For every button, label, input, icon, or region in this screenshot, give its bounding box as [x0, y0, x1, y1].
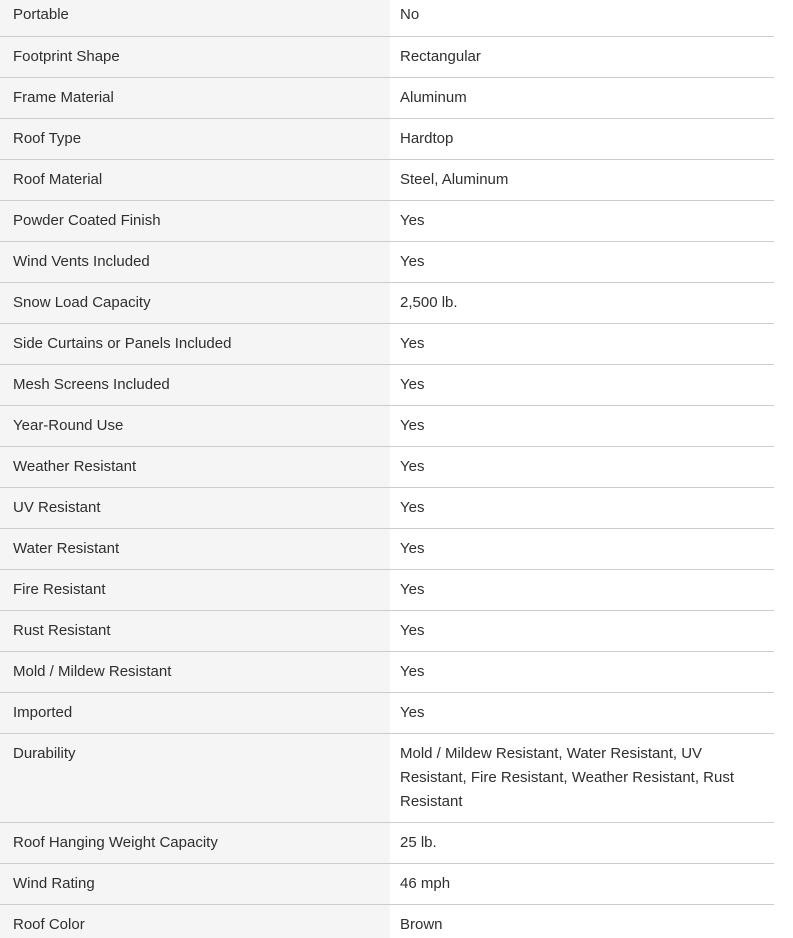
spec-row [0, 446, 774, 487]
spec-label: Fire Resistant [0, 570, 390, 610]
spec-row [0, 282, 774, 323]
spec-label: Roof Material [0, 160, 390, 200]
spec-row [0, 405, 774, 446]
spec-label: Mesh Screens Included [0, 365, 390, 405]
spec-row [0, 323, 774, 364]
spec-label: Weather Resistant [0, 447, 390, 487]
spec-label: Frame Material [0, 78, 390, 118]
spec-label: Durability [0, 734, 390, 822]
spec-row [0, 241, 774, 282]
spec-row [0, 733, 774, 822]
spec-value: Yes [390, 406, 774, 446]
spec-label: Wind Rating [0, 864, 390, 904]
spec-value: Brown [390, 905, 774, 938]
spec-value: No [390, 0, 774, 36]
spec-label: Rust Resistant [0, 611, 390, 651]
spec-row [0, 528, 774, 569]
spec-value: Yes [390, 611, 774, 651]
spec-value: 46 mph [390, 864, 774, 904]
spec-value: Hardtop [390, 119, 774, 159]
spec-value: Yes [390, 570, 774, 610]
spec-label: Water Resistant [0, 529, 390, 569]
spec-value: Yes [390, 201, 774, 241]
spec-value: Yes [390, 324, 774, 364]
spec-label: Portable [0, 0, 390, 36]
spec-label: Year-Round Use [0, 406, 390, 446]
spec-label: Powder Coated Finish [0, 201, 390, 241]
spec-value: Aluminum [390, 78, 774, 118]
spec-label: Wind Vents Included [0, 242, 390, 282]
spec-row [0, 692, 774, 733]
spec-row [0, 36, 774, 77]
spec-label: Mold / Mildew Resistant [0, 652, 390, 692]
spec-row [0, 822, 774, 863]
spec-label: Footprint Shape [0, 37, 390, 77]
spec-row [0, 487, 774, 528]
spec-row [0, 200, 774, 241]
spec-row [0, 863, 774, 904]
spec-value: Yes [390, 652, 774, 692]
spec-value: 2,500 lb. [390, 283, 774, 323]
spec-value: Steel, Aluminum [390, 160, 774, 200]
spec-row [0, 610, 774, 651]
spec-label: Roof Color [0, 905, 390, 938]
spec-value: Yes [390, 242, 774, 282]
spec-value: Yes [390, 488, 774, 528]
spec-value: Rectangular [390, 37, 774, 77]
spec-value: Yes [390, 365, 774, 405]
spec-label: UV Resistant [0, 488, 390, 528]
spec-row [0, 904, 774, 938]
spec-value: Yes [390, 693, 774, 733]
spec-label: Roof Hanging Weight Capacity [0, 823, 390, 863]
spec-value: Mold / Mildew Resistant, Water Resistant, UV Resistant, Fire Resistant, Weather Resistant, Rust Resistant [390, 734, 774, 822]
spec-label: Snow Load Capacity [0, 283, 390, 323]
spec-row [0, 0, 774, 36]
spec-value: 25 lb. [390, 823, 774, 863]
spec-row [0, 651, 774, 692]
spec-value: Yes [390, 529, 774, 569]
spec-row [0, 159, 774, 200]
spec-row [0, 364, 774, 405]
spec-row [0, 77, 774, 118]
spec-label: Roof Type [0, 119, 390, 159]
spec-row [0, 569, 774, 610]
spec-label: Imported [0, 693, 390, 733]
spec-row [0, 118, 774, 159]
spec-label: Side Curtains or Panels Included [0, 324, 390, 364]
spec-value: Yes [390, 447, 774, 487]
